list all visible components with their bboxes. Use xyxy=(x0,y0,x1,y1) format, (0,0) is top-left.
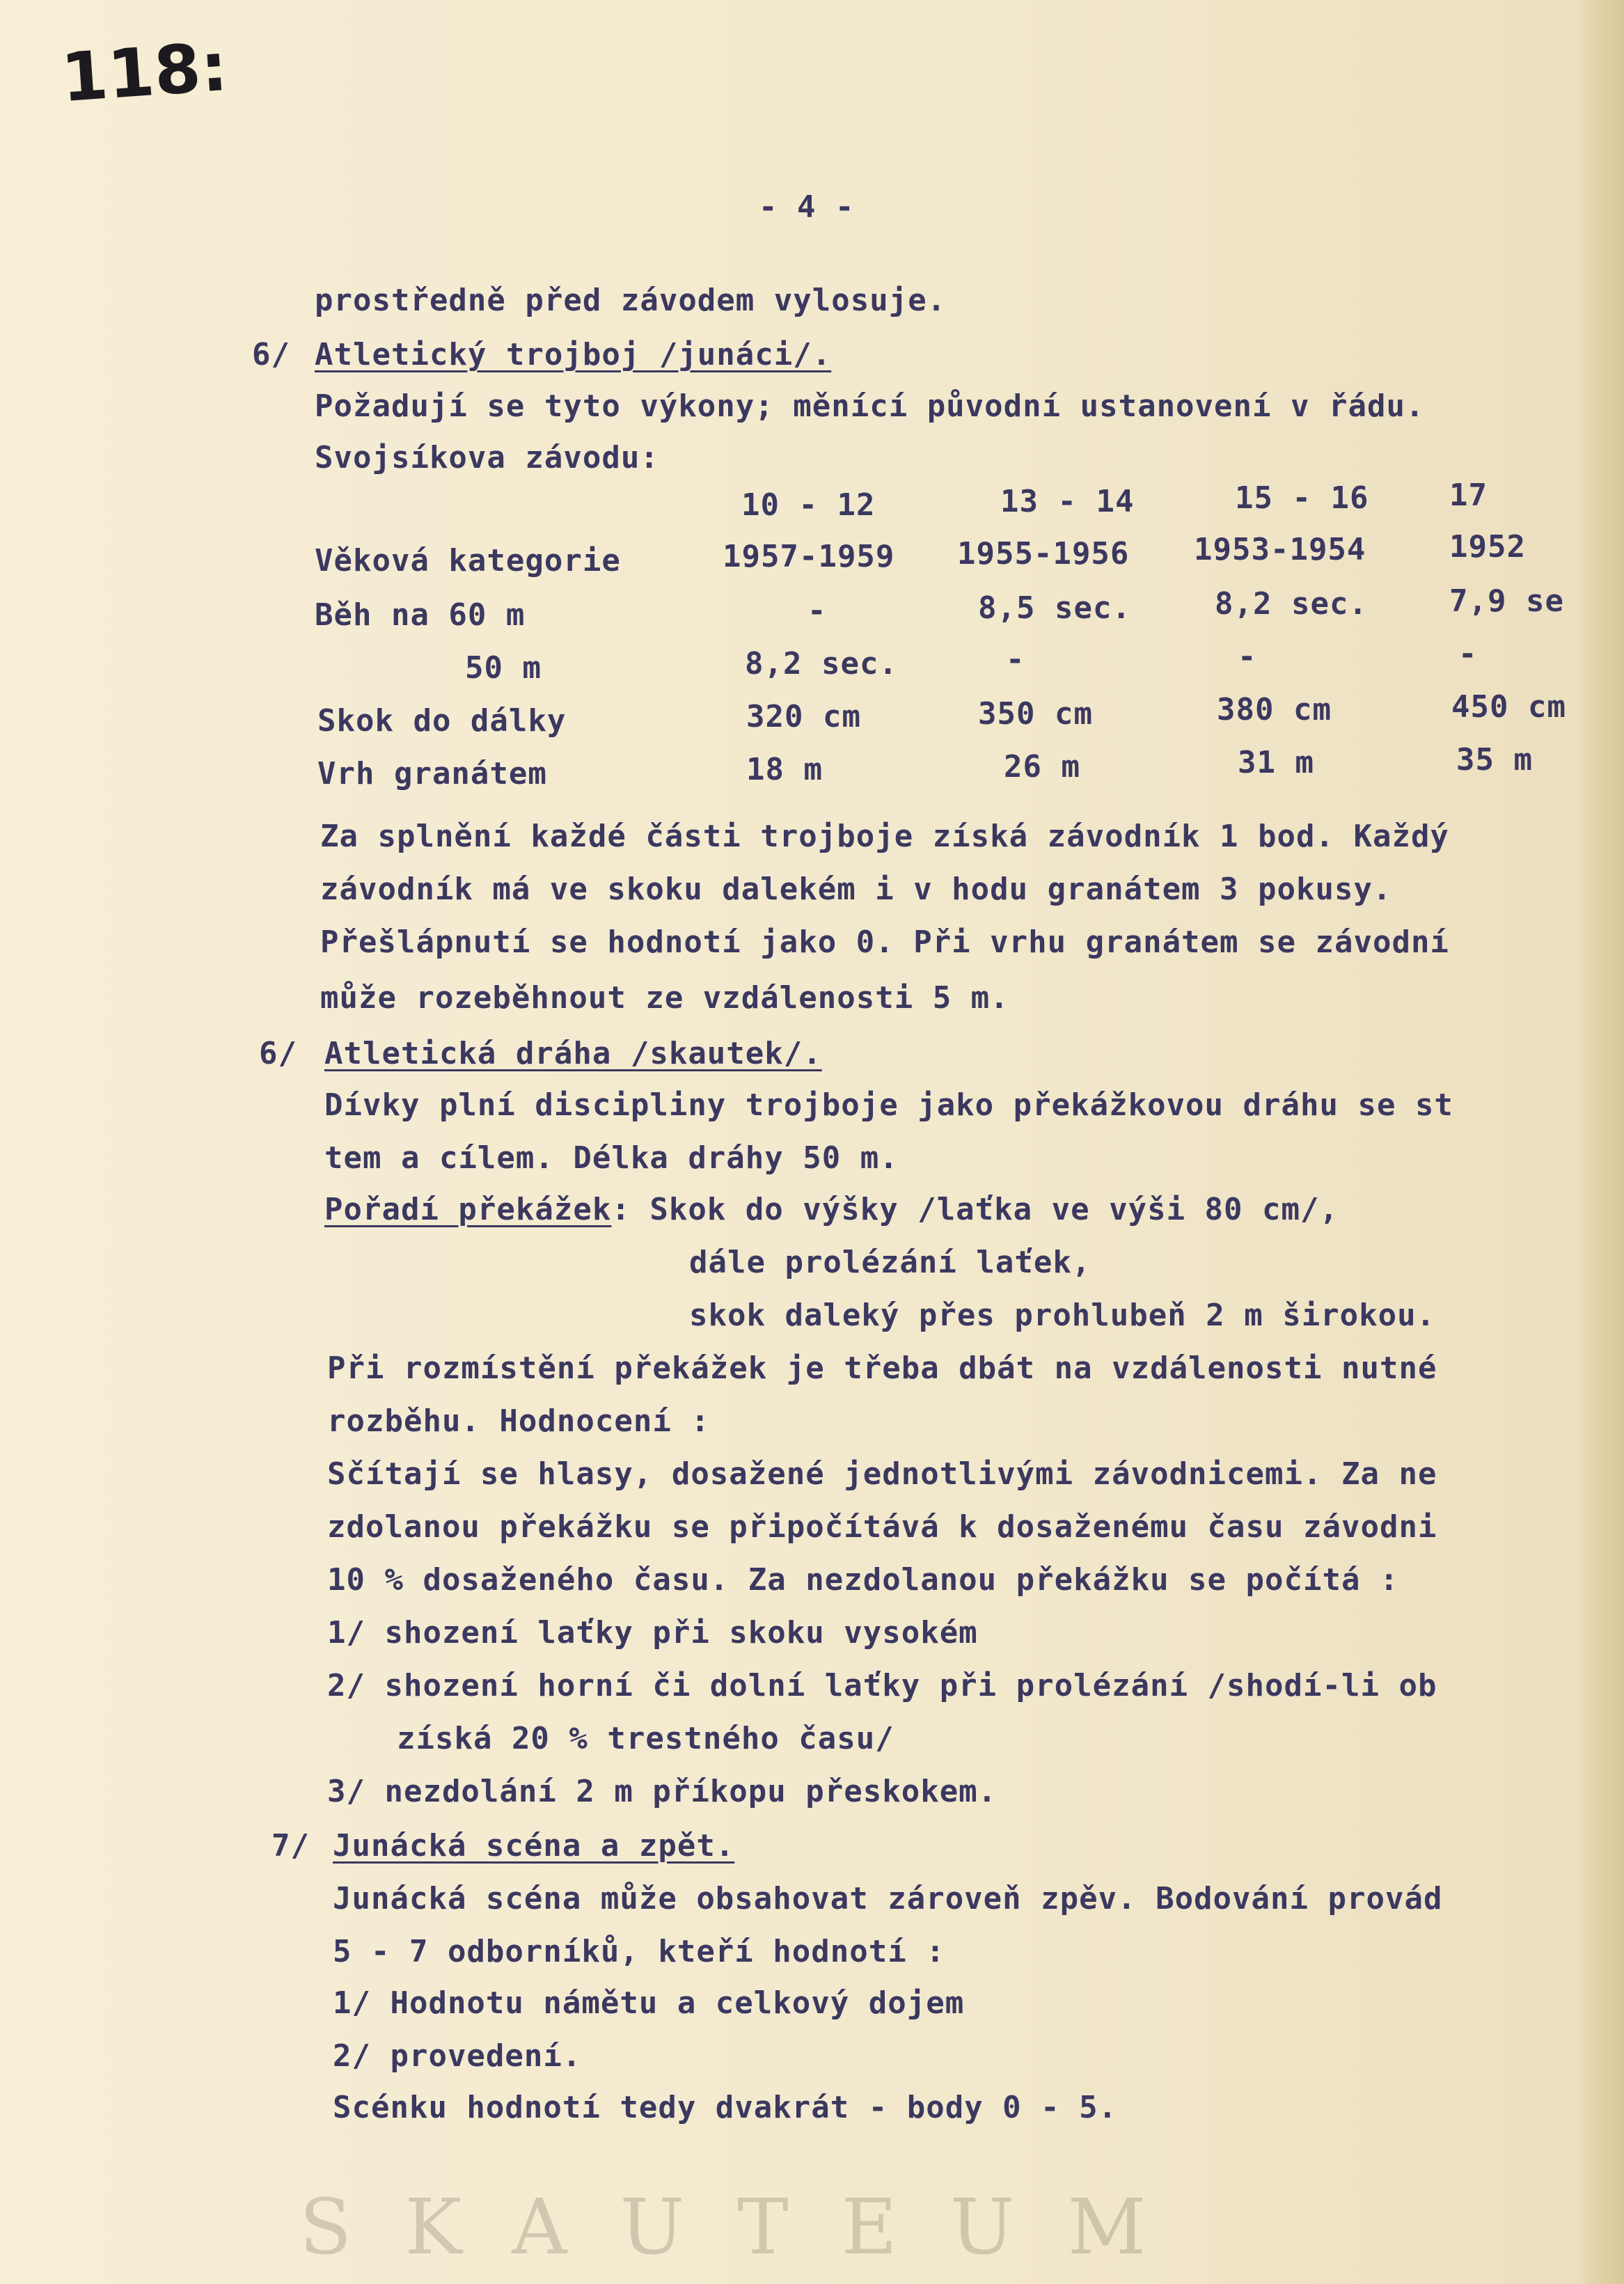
text-line: Junácká scéna může obsahovat zároveň zpěv. Bodování provád xyxy=(333,1881,1443,1916)
watermark: SKAUTEUM xyxy=(299,2182,1199,2271)
table-cell: 35 m xyxy=(1456,742,1533,778)
list-item: 1/ Hodnotu námětu a celkový dojem xyxy=(333,1985,965,2021)
table-cell: 450 cm xyxy=(1451,689,1566,725)
handwritten-page-number: 118: xyxy=(58,27,230,118)
text-line: Scénku hodnotí tedy dvakrát - body 0 - 5. xyxy=(333,2090,1118,2125)
row-label: Věková kategorie xyxy=(315,543,621,578)
list-item: 1/ shození laťky při skoku vysokém xyxy=(327,1615,978,1651)
text-line: Za splnění každé části trojboje získá závodník 1 bod. Každý xyxy=(320,819,1449,854)
list-item: 2/ provedení. xyxy=(333,2038,582,2074)
birth-years: 1957-1959 xyxy=(723,539,895,574)
birth-years: 1952 xyxy=(1449,529,1526,565)
page-number: - 4 - xyxy=(759,189,855,225)
text-line: Požadují se tyto výkony; měnící původní ustanovení v řádu. xyxy=(315,388,1425,424)
row-label: Vrh granátem xyxy=(317,756,547,791)
table-cell: 8,5 sec. xyxy=(978,590,1131,626)
text-line: zdolanou překážku se připočítává k dosaženému času závodni xyxy=(327,1509,1437,1545)
section-heading-atleticka-draha: Atletická dráha /skautek/. xyxy=(324,1036,822,1071)
intro-line: prostředně před závodem vylosuje. xyxy=(315,283,947,318)
text-line: Sčítají se hlasy, dosažené jednotlivými závodnicemi. Za ne xyxy=(327,1456,1437,1492)
table-cell: - xyxy=(1458,636,1478,672)
obstacle-item: dále prolézání laťek, xyxy=(689,1245,1091,1280)
section-number: 6/ xyxy=(252,337,290,372)
table-cell: 320 cm xyxy=(746,699,861,734)
table-cell: - xyxy=(1006,642,1025,677)
age-range: 13 - 14 xyxy=(1000,484,1135,519)
text-line: Svojsíkova závodu: xyxy=(315,440,659,475)
text-line: Při rozmístění překážek je třeba dbát na vzdálenosti nutné xyxy=(327,1350,1437,1386)
table-cell: 26 m xyxy=(1004,749,1080,785)
list-item: 2/ shození horní či dolní laťky při prolézání /shodí-li ob xyxy=(327,1668,1437,1703)
obstacle-order-label: Pořadí překážek xyxy=(324,1192,612,1227)
text-line: rozběhu. Hodnocení : xyxy=(327,1403,710,1439)
text-line: 5 - 7 odborníků, kteří hodnotí : xyxy=(333,1934,945,1969)
paper-edge-shadow xyxy=(1575,0,1624,2284)
age-range: 17 xyxy=(1449,478,1488,513)
text-line: závodník má ve skoku dalekém i v hodu granátem 3 pokusy. xyxy=(320,872,1392,907)
row-label: Běh na 60 m xyxy=(315,597,526,633)
text-line: 10 % dosaženého času. Za nezdolanou překážku se počítá : xyxy=(327,1562,1399,1598)
text-line: Dívky plní discipliny trojboje jako překážkovou dráhu se st xyxy=(324,1087,1453,1123)
obstacle-item: skok daleký přes prohlubeň 2 m širokou. xyxy=(689,1298,1436,1333)
age-range: 15 - 16 xyxy=(1235,480,1369,516)
row-label: 50 m xyxy=(465,650,542,686)
section-number: 7/ xyxy=(271,1828,310,1864)
birth-years: 1955-1956 xyxy=(957,536,1130,572)
table-cell: 8,2 sec. xyxy=(745,646,898,682)
age-range: 10 - 12 xyxy=(741,487,876,523)
table-cell: 8,2 sec. xyxy=(1215,586,1368,622)
text-line: Přešlápnutí se hodnotí jako 0. Při vrhu granátem se závodní xyxy=(320,924,1449,960)
section-number: 6/ xyxy=(259,1036,297,1071)
table-cell: - xyxy=(807,593,827,629)
table-cell: 350 cm xyxy=(978,696,1093,732)
row-label: Skok do dálky xyxy=(317,703,567,739)
table-cell: 380 cm xyxy=(1217,692,1332,727)
text-line: tem a cílem. Délka dráhy 50 m. xyxy=(324,1140,899,1176)
text-line: může rozeběhnout ze vzdálenosti 5 m. xyxy=(320,980,1009,1016)
birth-years: 1953-1954 xyxy=(1194,532,1366,567)
table-cell: 18 m xyxy=(746,752,823,787)
table-cell: - xyxy=(1238,639,1257,675)
table-cell: 31 m xyxy=(1238,745,1314,780)
obstacle-order xyxy=(324,1192,1339,1227)
section-heading-junacka-scena: Junácká scéna a zpět. xyxy=(333,1828,735,1864)
table-cell: 7,9 se xyxy=(1449,583,1564,619)
section-heading-atleticky-trojboj: Atletický trojboj /junáci/. xyxy=(315,337,832,372)
list-item-continuation: získá 20 % trestného času/ xyxy=(397,1721,894,1756)
obstacle-item: : Skok do výšky /laťka ve výši 80 cm/, xyxy=(611,1192,1339,1227)
list-item: 3/ nezdolání 2 m příkopu přeskokem. xyxy=(327,1774,998,1809)
